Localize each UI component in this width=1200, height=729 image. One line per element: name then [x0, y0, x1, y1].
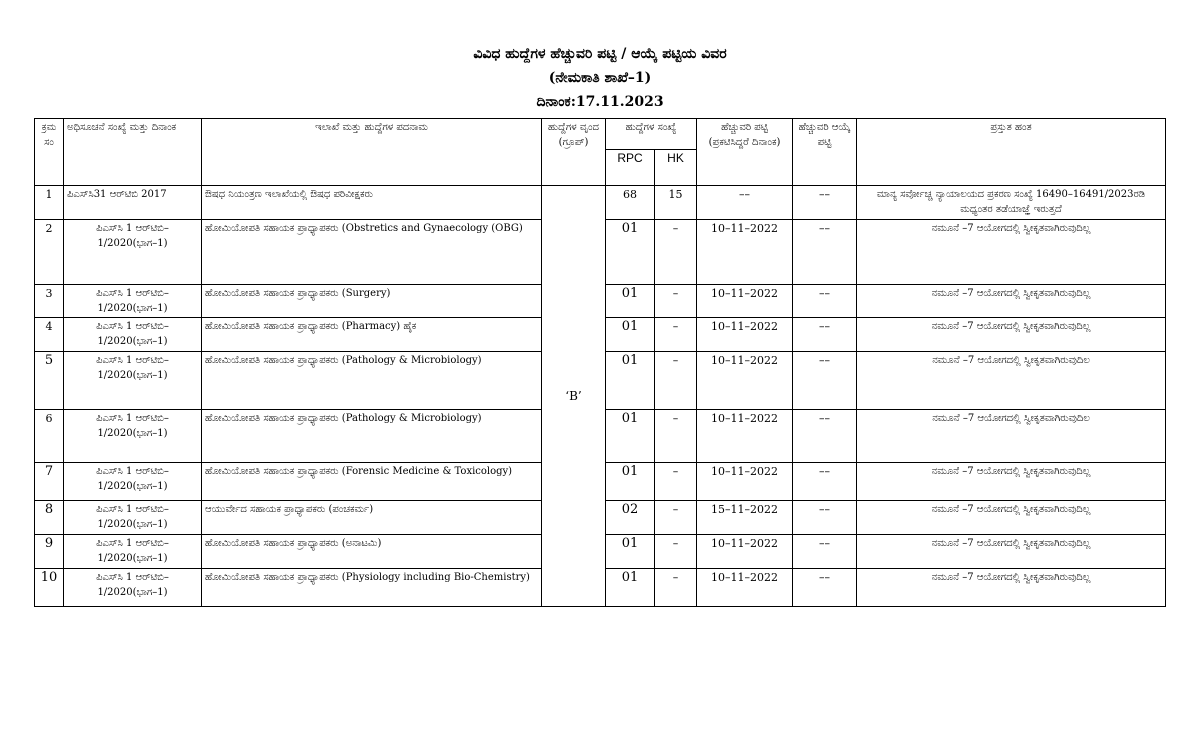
row-notification: ಪಿಎಸ್‌ಸಿ 1 ಆರ್‌ಟಿಬಿ–1/2020(ಭಾಗ–1) [64, 535, 202, 569]
row-rpc: 01 [606, 318, 655, 352]
row-status: ನಮೂನೆ –7 ಆಯೋಗದಲ್ಲಿ ಸ್ವೀಕೃತವಾಗಿರುವುದಿಲ [857, 352, 1166, 410]
row-post: ಹೋಮಿಯೋಪತಿ ಸಹಾಯಕ ಪ್ರಾಧ್ಯಾಪಕರು (Pathology & Microbiology) [202, 410, 542, 463]
row-rpc: 01 [606, 285, 655, 318]
row-additional: 10–11–2022 [697, 463, 793, 501]
row-selection: –– [793, 501, 857, 535]
row-selection: –– [793, 220, 857, 285]
row-additional: 10–11–2022 [697, 410, 793, 463]
row-rpc: 01 [606, 410, 655, 463]
row-rpc: 02 [606, 501, 655, 535]
row-hk: – [655, 410, 697, 463]
row-status: ನಮೂನೆ –7 ಆಯೋಗದಲ್ಲಿ ಸ್ವೀಕೃತವಾಗಿರುವುದಿಲ್ಲ [857, 569, 1166, 607]
document-title: ವಿವಿಧ ಹುದ್ದೆಗಳ ಹೆಚ್ಚುವರಿ ಪಟ್ಟಿ / ಆಯ್ಕೆ ಪಟ್ಟಿಯ ವಿವರ [473, 46, 727, 62]
row-status: ಮಾನ್ಯ ಸರ್ವೋಚ್ಚ ನ್ಯಾಯಾಲಯದ ಪ್ರಕರಣ ಸಂಖ್ಯೆ 16490–16491/2023ರಡಿ ಮಧ್ಯಂತರ ತಡೆಯಾಜ್ಞೆ ಇರುತ್ತದೆ [857, 186, 1166, 220]
row-additional: 10–11–2022 [697, 220, 793, 285]
row-hk: – [655, 501, 697, 535]
row-rpc: 01 [606, 569, 655, 607]
document-date: ದಿನಾಂಕ:17.11.2023 [536, 94, 664, 110]
row-hk: – [655, 463, 697, 501]
row-sl: 2 [35, 220, 64, 285]
row-post: ಆಯುರ್ವೇದ ಸಹಾಯಕ ಪ್ರಾಧ್ಯಾಪಕರು (ಪಂಚಕರ್ಮ) [202, 501, 542, 535]
row-post: ಹೋಮಿಯೋಪತಿ ಸಹಾಯಕ ಪ್ರಾಧ್ಯಾಪಕರು (Surgery) [202, 285, 542, 318]
row-post: ಔಷಧ ನಿಯಂತ್ರಣ ಇಲಾಖೆಯಲ್ಲಿ ಔಷಧ ಪರಿವೀಕ್ಷಕರು [202, 186, 542, 220]
row-hk: – [655, 285, 697, 318]
header-rpc: RPC [606, 150, 655, 186]
row-notification: ಪಿಎಸ್‌ಸಿ 1 ಆರ್‌ಟಿಬಿ–1/2020(ಭಾಗ–1) [64, 285, 202, 318]
row-hk: 15 [655, 186, 697, 220]
row-selection: –– [793, 535, 857, 569]
row-sl: 4 [35, 318, 64, 352]
row-post: ಹೋಮಿಯೋಪತಿ ಸಹಾಯಕ ಪ್ರಾಧ್ಯಾಪಕರು (Pharmacy) ಹೈಕ [202, 318, 542, 352]
row-selection: –– [793, 410, 857, 463]
row-post: ಹೋಮಿಯೋಪತಿ ಸಹಾಯಕ ಪ್ರಾಧ್ಯಾಪಕರು (Physiology including Bio-Chemistry) [202, 569, 542, 607]
row-post: ಹೋಮಿಯೋಪತಿ ಸಹಾಯಕ ಪ್ರಾಧ್ಯಾಪಕರು (Pathology & Microbiology) [202, 352, 542, 410]
row-notification: ಪಿಎಸ್‌ಸಿ 1 ಆರ್‌ಟಿಬಿ–1/2020(ಭಾಗ–1) [64, 463, 202, 501]
row-status: ನಮೂನೆ –7 ಆಯೋಗದಲ್ಲಿ ಸ್ವೀಕೃತವಾಗಿರುವುದಿಲ [857, 410, 1166, 463]
row-rpc: 01 [606, 352, 655, 410]
row-notification: ಪಿಎಸ್‌ಸಿ31 ಆರ್‌ಟಿಬಿ 2017 [64, 186, 202, 220]
row-sl: 8 [35, 501, 64, 535]
row-status: ನಮೂನೆ –7 ಆಯೋಗದಲ್ಲಿ ಸ್ವೀಕೃತವಾಗಿರುವುದಿಲ್ಲ [857, 535, 1166, 569]
row-sl: 1 [35, 186, 64, 220]
row-additional: 10–11–2022 [697, 352, 793, 410]
row-rpc: 68 [606, 186, 655, 220]
row-notification: ಪಿಎಸ್‌ಸಿ 1 ಆರ್‌ಟಿಬಿ–1/2020(ಭಾಗ–1) [64, 352, 202, 410]
row-rpc: 01 [606, 220, 655, 285]
row-notification: ಪಿಎಸ್‌ಸಿ 1 ಆರ್‌ಟಿಬಿ–1/2020(ಭಾಗ–1) [64, 318, 202, 352]
row-status: ನಮೂನೆ –7 ಆಯೋಗದಲ್ಲಿ ಸ್ವೀಕೃತವಾಗಿರುವುದಿಲ್ಲ [857, 501, 1166, 535]
row-status: ನಮೂನೆ –7 ಆಯೋಗದಲ್ಲಿ ಸ್ವೀಕೃತವಾಗಿರುವುದಿಲ್ಲ [857, 285, 1166, 318]
row-hk: – [655, 535, 697, 569]
header-selection-list: ಹೆಚ್ಚುವರಿ ಆಯ್ಕೆ ಪಟ್ಟಿ [793, 119, 857, 186]
row-hk: – [655, 220, 697, 285]
row-post: ಹೋಮಿಯೋಪತಿ ಸಹಾಯಕ ಪ್ರಾಧ್ಯಾಪಕರು (Obstretics and Gynaecology (OBG) [202, 220, 542, 285]
row-rpc: 01 [606, 535, 655, 569]
header-count: ಹುದ್ದೆಗಳ ಸಂಖ್ಯೆ [606, 119, 697, 150]
row-sl: 10 [35, 569, 64, 607]
row-post: ಹೋಮಿಯೋಪತಿ ಸಹಾಯಕ ಪ್ರಾಧ್ಯಾಪಕರು (Forensic Medicine & Toxicology) [202, 463, 542, 501]
header-notification: ಅಧಿಸೂಚನೆ ಸಂಖ್ಯೆ ಮತ್ತು ದಿನಾಂಕ [64, 119, 202, 186]
row-sl: 9 [35, 535, 64, 569]
row-hk: – [655, 352, 697, 410]
header-group: ಹುದ್ದೆಗಳ ವೃಂದ (ಗ್ರೂಪ್) [542, 119, 606, 186]
row-sl: 3 [35, 285, 64, 318]
row-notification: ಪಿಎಸ್‌ಸಿ 1 ಆರ್‌ಟಿಬಿ–1/2020(ಭಾಗ–1) [64, 501, 202, 535]
row-notification: ಪಿಎಸ್‌ಸಿ 1 ಆರ್‌ಟಿಬಿ–1/2020(ಭಾಗ–1) [64, 220, 202, 285]
group-cell: ‘B’ [542, 186, 606, 607]
row-notification: ಪಿಎಸ್‌ಸಿ 1 ಆರ್‌ಟಿಬಿ–1/2020(ಭಾಗ–1) [64, 569, 202, 607]
row-additional: 10–11–2022 [697, 318, 793, 352]
recruitment-table [34, 118, 1166, 607]
header-hk: HK [655, 150, 697, 186]
row-selection: –– [793, 463, 857, 501]
row-additional: 10–11–2022 [697, 285, 793, 318]
row-selection: –– [793, 318, 857, 352]
row-additional: –– [697, 186, 793, 220]
row-selection: –– [793, 352, 857, 410]
header-additional-list: ಹೆಚ್ಚುವರಿ ಪಟ್ಟಿ (ಪ್ರಕಟಿಸಿದ್ದರೆ ದಿನಾಂಕ) [697, 119, 793, 186]
row-sl: 5 [35, 352, 64, 410]
table-row [35, 186, 1166, 220]
row-selection: –– [793, 569, 857, 607]
row-post: ಹೋಮಿಯೋಪತಿ ಸಹಾಯಕ ಪ್ರಾಧ್ಯಾಪಕರು (ಅನಾಟಮಿ) [202, 535, 542, 569]
row-status: ನಮೂನೆ –7 ಆಯೋಗದಲ್ಲಿ ಸ್ವೀಕೃತವಾಗಿರುವುದಿಲ್ಲ [857, 318, 1166, 352]
header-status: ಪ್ರಸ್ತುತ ಹಂತ [857, 119, 1166, 186]
row-rpc: 01 [606, 463, 655, 501]
row-status: ನಮೂನೆ –7 ಆಯೋಗದಲ್ಲಿ ಸ್ವೀಕೃತವಾಗಿರುವುದಿಲ್ಲ [857, 463, 1166, 501]
row-additional: 15–11–2022 [697, 501, 793, 535]
row-additional: 10–11–2022 [697, 569, 793, 607]
row-status: ನಮೂನೆ –7 ಆಯೋಗದಲ್ಲಿ ಸ್ವೀಕೃತವಾಗಿರುವುದಿಲ್ಲ [857, 220, 1166, 285]
row-hk: – [655, 569, 697, 607]
row-selection: –– [793, 285, 857, 318]
row-additional: 10–11–2022 [697, 535, 793, 569]
header-sl: ಕ್ರಮ ಸಂ [35, 119, 64, 186]
row-sl: 6 [35, 410, 64, 463]
row-sl: 7 [35, 463, 64, 501]
row-selection: –– [793, 186, 857, 220]
row-hk: – [655, 318, 697, 352]
row-notification: ಪಿಎಸ್‌ಸಿ 1 ಆರ್‌ಟಿಬಿ–1/2020(ಭಾಗ–1) [64, 410, 202, 463]
document-subtitle: (ನೇಮಕಾತಿ ಶಾಖೆ–1) [548, 70, 652, 86]
header-post: ಇಲಾಖೆ ಮತ್ತು ಹುದ್ದೆಗಳ ಪದನಾಮ [202, 119, 542, 186]
